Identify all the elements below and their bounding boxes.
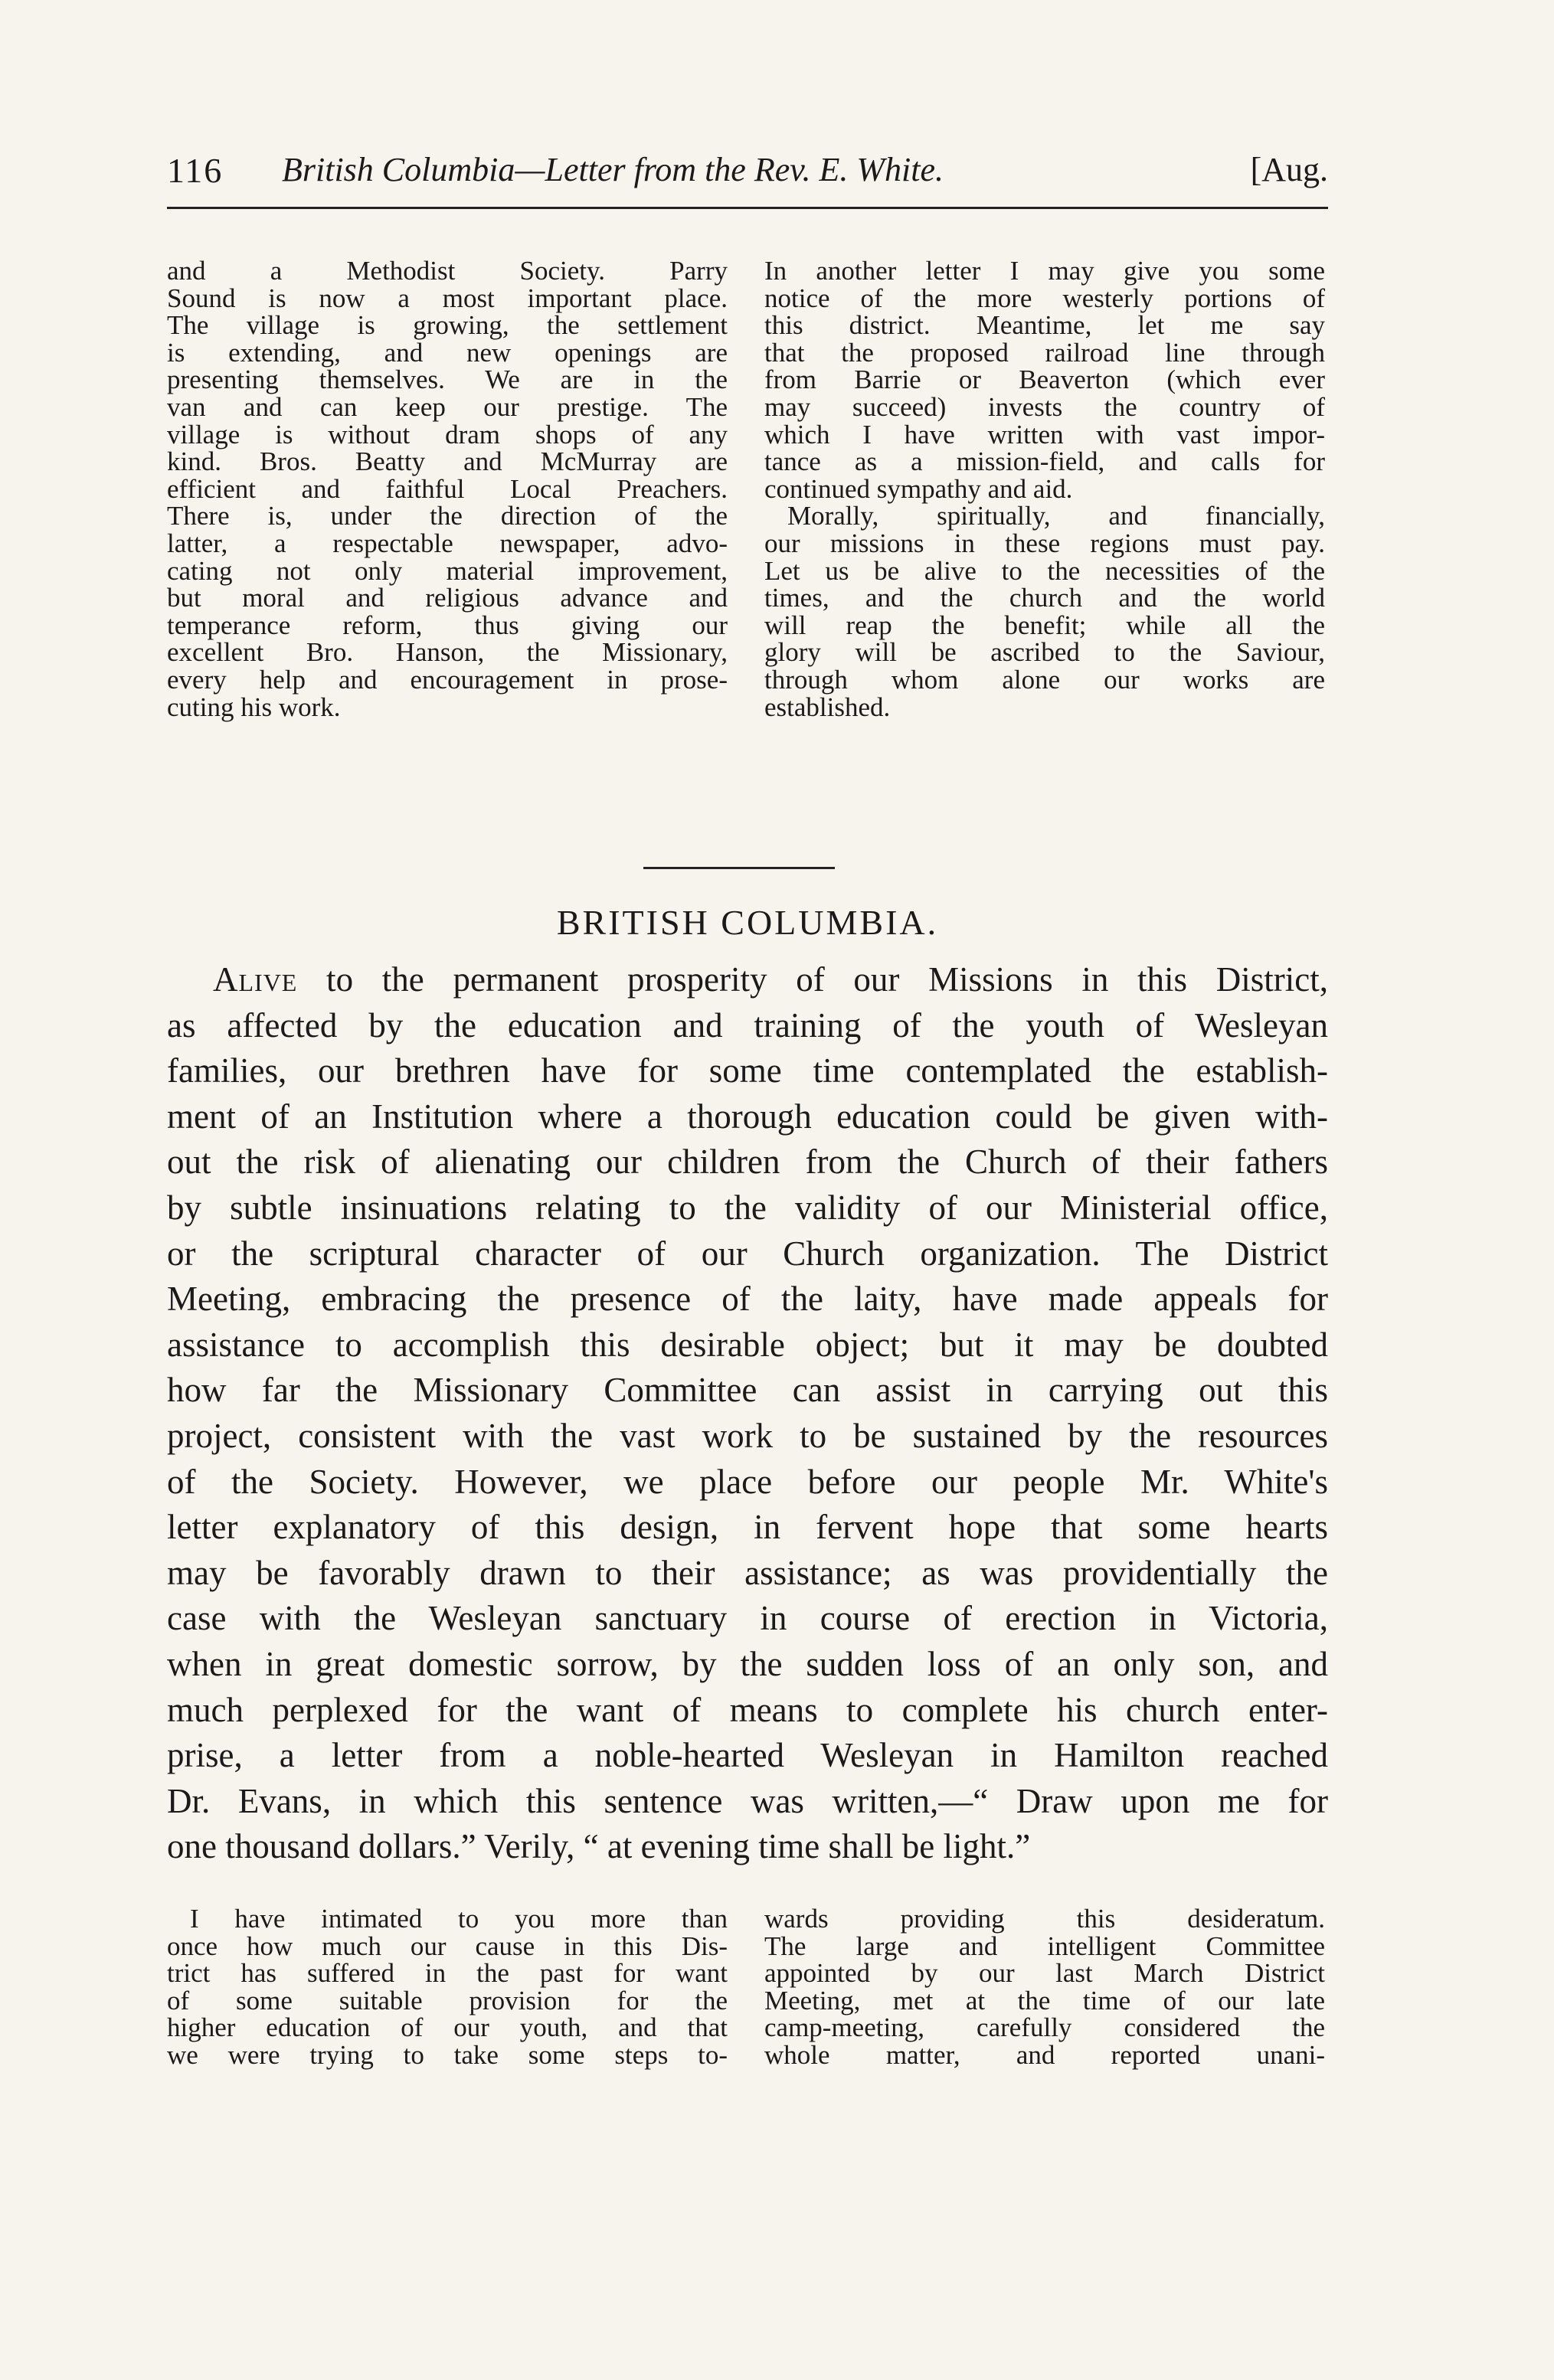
text-line: as affected by the education and training of the youth of Wesleyan <box>167 1005 1328 1045</box>
text-line: established. <box>764 691 891 722</box>
text-line: notice of the more westerly portions of <box>764 283 1325 313</box>
text-line: camp-meeting, carefully considered the <box>764 2012 1325 2043</box>
drop-word: Alive <box>213 960 298 999</box>
text-line: higher education of our youth, and that <box>167 2012 728 2043</box>
intro-paragraph <box>167 957 1328 1870</box>
section-heading: BRITISH COLUMBIA. <box>556 903 939 942</box>
text-line: will reap the benefit; while all the <box>764 610 1325 640</box>
text-line: wards providing this desideratum. <box>764 1904 1325 1934</box>
section-divider <box>643 867 835 869</box>
running-header <box>167 150 1328 204</box>
first-line-text: to the permanent prosperity of our Missions in this District, <box>297 960 1328 999</box>
text-line: or the scriptural character of our Church organization. The District <box>167 1234 1328 1273</box>
text-line: assistance to accomplish this desirable object; but it may be doubted <box>167 1325 1328 1364</box>
text-line: Meeting, met at the time of our late <box>764 1985 1325 2015</box>
header-rule <box>167 207 1328 209</box>
text-line: letter explanatory of this design, in fervent hope that some hearts <box>167 1508 1328 1547</box>
page-number: 116 <box>167 151 224 190</box>
text-line: much perplexed for the want of means to complete his church enter- <box>167 1690 1328 1729</box>
text-line: Dr. Evans, in which this sentence was written,—“ Draw upon me for <box>167 1781 1328 1820</box>
text-line: continued sympathy and aid. <box>764 473 1073 504</box>
text-line: tance as a mission-field, and calls for <box>764 446 1325 477</box>
text-line: In another letter I may give you some <box>764 256 1325 286</box>
text-line: appointed by our last March District <box>764 1958 1325 1989</box>
text-line: Morally, spiritually, and financially, <box>787 501 1325 531</box>
text-line: how far the Missionary Committee can assist in carrying out this <box>167 1371 1328 1410</box>
text-line: and a Methodist Society. Parry <box>167 256 728 286</box>
text-line: times, and the church and the world <box>764 583 1325 613</box>
text-line: once how much our cause in this Dis- <box>167 1930 728 1961</box>
running-title: British Columbia—Letter from the Rev. E. White. <box>282 151 944 188</box>
text-line: There is, under the direction of the <box>167 501 728 531</box>
text-line: project, consistent with the vast work to be sustained by the resources <box>167 1416 1328 1455</box>
text-line: out the risk of alienating our children from the Church of their fathers <box>167 1143 1328 1182</box>
text-line: may succeed) invests the country of <box>764 391 1325 422</box>
text-line: families, our brethren have for some time contemplated the establish- <box>167 1051 1328 1090</box>
text-line: ment of an Institution where a thorough education could be given with- <box>167 1097 1328 1136</box>
text-line: glory will be ascribed to the Saviour, <box>764 637 1325 668</box>
text-line: this district. Meantime, let me say <box>764 310 1325 341</box>
text-line: van and can keep our prestige. The <box>167 391 728 422</box>
text-line: Sound is now a most important place. <box>167 283 728 313</box>
text-line: The large and intelligent Committee <box>764 1930 1325 1961</box>
top-right-column <box>764 257 1325 721</box>
text-line: village is without dram shops of any <box>167 419 728 450</box>
text-line: The village is growing, the settlement <box>167 310 728 341</box>
letter-left-column <box>167 1905 728 2069</box>
text-line: but moral and religious advance and <box>167 583 728 613</box>
text-line: our missions in these regions must pay. <box>764 528 1325 558</box>
text-line: when in great domestic sorrow, by the sudden loss of an only son, and <box>167 1644 1328 1683</box>
text-line: temperance reform, thus giving our <box>167 610 728 640</box>
text-line: I have intimated to you more than <box>190 1904 728 1934</box>
letter-right-column <box>764 1905 1325 2069</box>
text-line: trict has suffered in the past for want <box>167 1958 728 1989</box>
text-line: we were trying to take some steps to- <box>167 2039 728 2070</box>
text-line: by subtle insinuations relating to the validity of our Ministerial office, <box>167 1188 1328 1227</box>
intro-first-line <box>167 957 1328 1003</box>
text-line: excellent Bro. Hanson, the Missionary, <box>167 637 728 668</box>
text-line: case with the Wesleyan sanctuary in course of erection in Victoria, <box>167 1599 1328 1638</box>
text-line: prise, a letter from a noble-hearted Wesleyan in Hamilton reached <box>167 1736 1328 1775</box>
text-line: one thousand dollars.” Verily, “ at evening time shall be light.” <box>167 1827 1031 1866</box>
text-line: is extending, and new openings are <box>167 337 728 368</box>
text-line: that the proposed railroad line through <box>764 337 1325 368</box>
top-left-column <box>167 257 728 721</box>
text-line: through whom alone our works are <box>764 664 1325 695</box>
text-line: cating not only material improvement, <box>167 555 728 586</box>
text-line: Let us be alive to the necessities of the <box>764 555 1325 586</box>
text-line: cuting his work. <box>167 691 341 722</box>
text-line: from Barrie or Beaverton (which ever <box>764 365 1325 395</box>
text-line: every help and encouragement in prose- <box>167 664 728 695</box>
running-month: [Aug. <box>1250 151 1328 188</box>
text-line: efficient and faithful Local Preachers. <box>167 473 728 504</box>
text-line: of the Society. However, we place before our people Mr. White's <box>167 1462 1328 1501</box>
text-line: kind. Bros. Beatty and McMurray are <box>167 446 728 477</box>
text-line: which I have written with vast impor- <box>764 419 1325 450</box>
text-line: of some suitable provision for the <box>167 1985 728 2015</box>
text-line: latter, a respectable newspaper, advo- <box>167 528 728 558</box>
text-line: whole matter, and reported unani- <box>764 2039 1325 2070</box>
text-line: may be favorably drawn to their assistance; as was providentially the <box>167 1553 1328 1592</box>
text-line: presenting themselves. We are in the <box>167 365 728 395</box>
text-line: Meeting, embracing the presence of the laity, have made appeals for <box>167 1280 1328 1319</box>
